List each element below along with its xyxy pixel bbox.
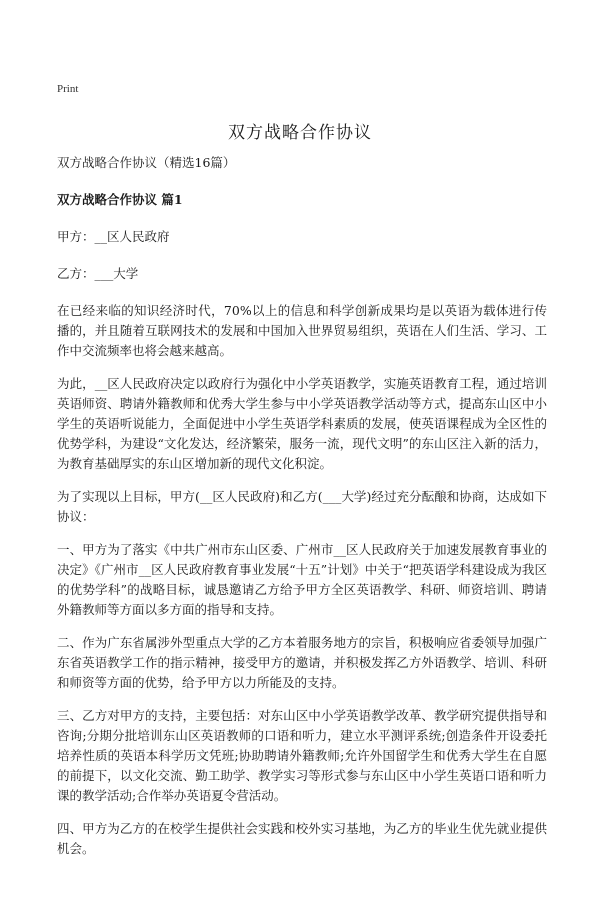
clause-4: 四、甲方为乙方的在校学生提供社会实践和校外实习基地，为乙方的毕业生优先就业提供机会。 [57,821,547,856]
party-a-line: 甲方：__区人民政府 [57,229,170,244]
paragraph-agreement-lead: 为了实现以上目标，甲方(__区人民政府)和乙方(___大学)经过充分酝酿和协商，达成如下协议： [57,489,547,524]
document-title: 双方战略合作协议 [228,123,372,143]
paragraph-purpose: 为此，__区人民政府决定以政府行为强化中小学英语教学，实施英语教育工程，通过培训英语师资、聘请外籍教师和优秀大学生参与中小学英语教学活动等方式，提高东山区中小学生的英语听说能力，全面促进中小学生英语学科素质的发展，使英语课程成为全区性的优势学科，为建设“文化发达，经济繁荣，服务一流，现代文明”的东山区注入新的活力，为教育基础厚实的东山区增加新的现代文化积淀。 [57,376,547,471]
party-b-line: 乙方：___大学 [57,266,139,281]
print-label: Print [57,83,79,95]
paragraph-intro: 在已经来临的知识经济时代，70%以上的信息和科学创新成果均是以英语为载体进行传播的，并且随着互联网技术的发展和中国加入世界贸易组织，英语在人们生活、学习、工作中交流频率也将会越来越高。 [57,303,547,358]
clause-2: 二、作为广东省属涉外型重点大学的乙方本着服务地方的宗旨，积极响应省委领导加强广东省英语教学工作的指示精神，接受甲方的邀请，并积极发挥乙方外语教学、培训、科研和师资等方面的优势，给予甲方以力所能及的支持。 [57,635,547,690]
document-subtitle: 双方战略合作协议（精选16篇） [57,155,236,170]
document-body [57,153,547,872]
section-heading: 双方战略合作协议 篇1 [57,192,183,207]
clause-3: 三、乙方对甲方的支持，主要包括：对东山区中小学英语教学改革、教学研究提供指导和咨询;分期分批培训东山区英语教师的口语和听力，建立水平测评系统;创造条件开设委托培养性质的英语本科学历文凭班;协助聘请外籍教师;允许外国留学生和优秀大学生在自愿的前提下，以文化交流、勤工助学、教学实习等形式参与东山区中小学生英语口语和听力课的教学活动;合作举办英语夏令营活动。 [57,708,547,803]
clause-1: 一、甲方为了落实《中共广州市东山区委、广州市__区人民政府关于加速发展教育事业的决定》《广州市__区人民政府教育事业发展“十五”计划》中关于“把英语学科建设成为我区的优势学科”的战略目标，诚恳邀请乙方给予甲方全区英语教学、科研、师资培训、聘请外籍教师等方面以多方面的指导和支持。 [57,542,547,617]
